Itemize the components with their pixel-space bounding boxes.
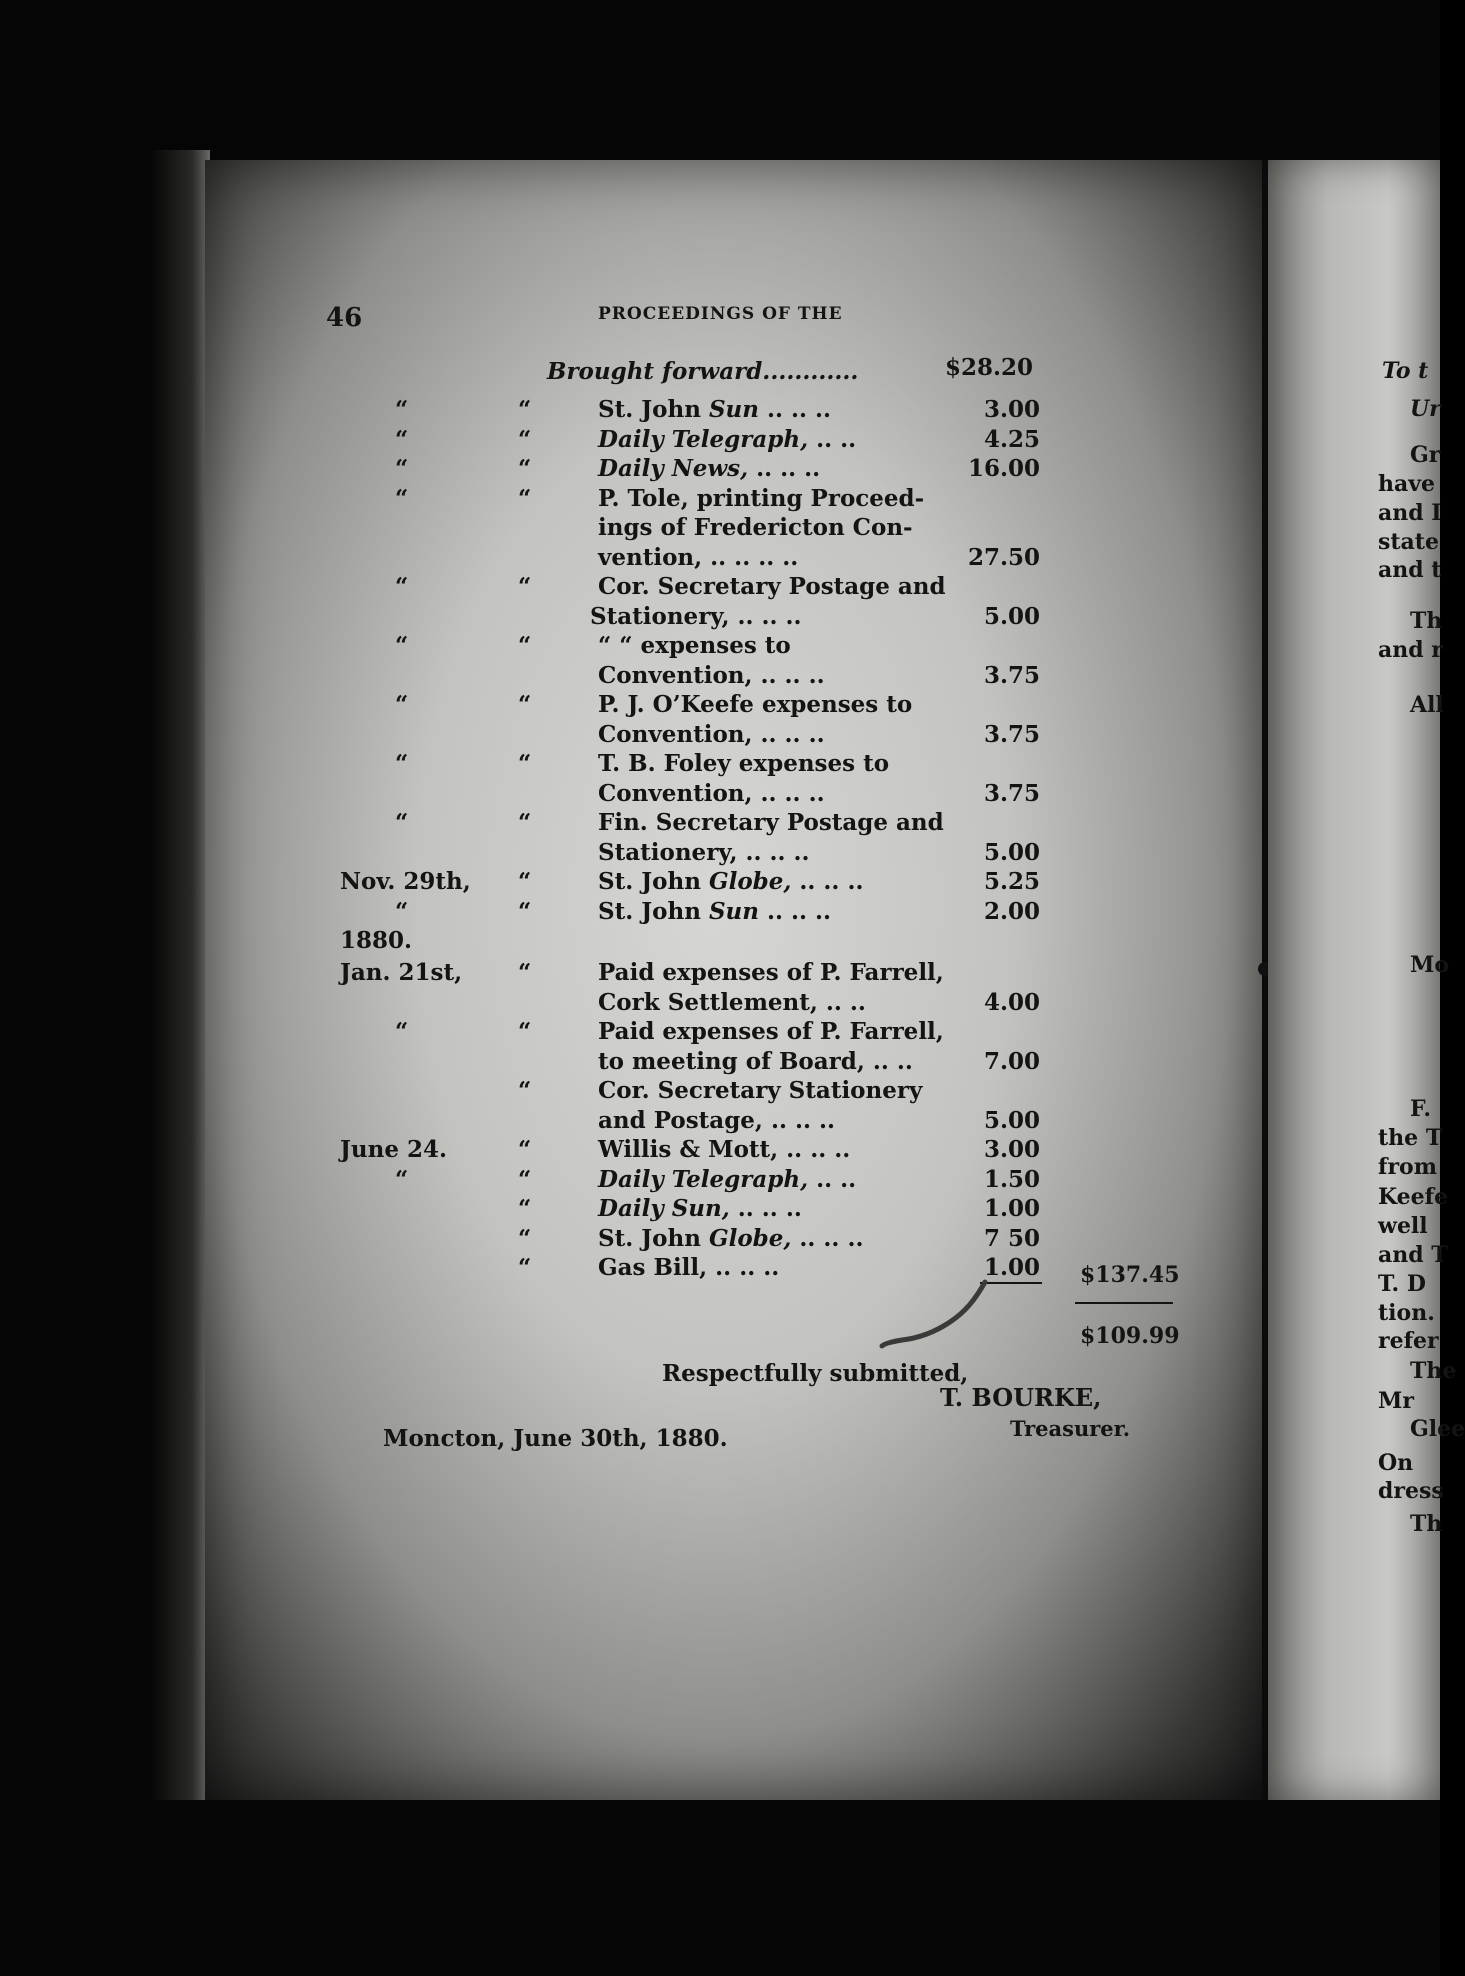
entry-amount: 3.75 (983, 720, 1040, 748)
periodical-title: Sun (708, 897, 759, 925)
entry-text: .. .. .. (748, 455, 821, 482)
entry-text: St. John (598, 1224, 709, 1252)
entry-text: .. .. (808, 1165, 857, 1193)
periodical-title: Daily Telegraph, (598, 1165, 809, 1193)
ditto-mark: “ (518, 1136, 532, 1164)
right-page-fragment: well (1378, 1213, 1428, 1239)
ditto-mark: “ (395, 1018, 409, 1046)
ditto-mark: “ (395, 455, 409, 482)
right-page-fragment: Th (1410, 1511, 1443, 1537)
submitted-line: Respectfully submitted, (662, 1360, 969, 1387)
entry-text: .. .. .. (729, 1195, 802, 1223)
right-page-fragment: Gr (1410, 442, 1441, 468)
entry-text: Gas Bill, .. .. .. (598, 1254, 780, 1282)
entry-text: St. John (598, 396, 709, 423)
ditto-mark: “ (395, 897, 409, 925)
right-page-fragment: refer (1378, 1328, 1439, 1354)
right-page-fragment: The (1410, 1358, 1457, 1384)
entry-date: Nov. 29th, (340, 868, 471, 895)
ditto-mark: “ (395, 425, 409, 453)
entry-amount: 3.75 (983, 779, 1040, 807)
entry-amount: 7.00 (983, 1047, 1040, 1075)
right-page-fragment: and t (1378, 557, 1442, 583)
ditto-mark: “ (518, 484, 532, 512)
ditto-mark: “ (518, 959, 532, 987)
entry-text: .. .. .. (791, 1224, 864, 1252)
entry-amount: 2.00 (983, 897, 1040, 925)
total-amount: $137.45 (1080, 1262, 1180, 1288)
periodical-title: Daily Sun, (598, 1195, 730, 1223)
entry-text: T. B. Foley expenses to (598, 750, 890, 777)
entry-date: June 24. (340, 1136, 447, 1164)
ditto-mark: “ (395, 632, 409, 659)
place-date: Moncton, June 30th, 1880. (383, 1425, 728, 1452)
right-page-fragment: F. (1410, 1096, 1432, 1122)
right-page-fragment: Mo (1410, 952, 1450, 978)
entry-text: .. .. .. (791, 868, 864, 895)
entry-text: Paid expenses of P. Farrell, (598, 1018, 944, 1046)
ditto-mark: “ (518, 1165, 532, 1193)
brought-forward-amount: $28.20 (945, 354, 1034, 381)
ditto-mark: “ (518, 396, 532, 423)
right-page-fragment: tion. (1378, 1300, 1435, 1326)
ditto-mark: “ (518, 1195, 532, 1223)
entry-text: Stationery, .. .. .. (598, 838, 810, 866)
entry-text: Convention, .. .. .. (598, 779, 825, 807)
right-page-fragment: from (1378, 1154, 1438, 1180)
right-page-fragment: Mr (1378, 1388, 1414, 1414)
periodical-title: Daily Telegraph, (598, 425, 809, 453)
periodical-title: Globe, (708, 868, 792, 895)
ditto-mark: “ (518, 809, 532, 836)
right-page-fragment: dress (1378, 1478, 1444, 1504)
entry-text: .. .. .. (759, 396, 832, 423)
right-page-fragment: All (1410, 692, 1444, 718)
entry-text: P. J. O’Keefe expenses to (598, 691, 913, 718)
entry-amount: 5.00 (983, 838, 1040, 866)
entry-text: to meeting of Board, .. .. (598, 1047, 913, 1075)
entry-text: P. Tole, printing Proceed- (598, 484, 925, 512)
periodical-title: Daily News, (598, 455, 749, 482)
balance-amount: $109.99 (1080, 1323, 1180, 1349)
page-number: 46 (326, 303, 363, 333)
entry-amount: 7 50 (983, 1224, 1040, 1252)
entry-text: “ “ expenses to (598, 632, 791, 659)
entry-amount: 4.25 (983, 425, 1040, 453)
entry-text: vention, .. .. .. .. (598, 543, 799, 571)
entry-text: Paid expenses of P. Farrell, (598, 959, 944, 987)
entry-amount: 4.00 (983, 988, 1040, 1016)
entry-amount: 1.00 (983, 1195, 1040, 1223)
entry-text: Convention, .. .. .. (598, 661, 825, 689)
signer-title: Treasurer. (1010, 1416, 1131, 1441)
ditto-mark: “ (395, 484, 409, 512)
entry-text: and Postage, .. .. .. (598, 1106, 835, 1134)
ditto-mark: “ (395, 396, 409, 423)
entry-text: Cor. Secretary Postage and (598, 573, 946, 600)
ditto-mark: “ (518, 1018, 532, 1046)
signer-name: T. BOURKE, (940, 1383, 1102, 1412)
right-page-fragment: Keefe (1378, 1184, 1449, 1210)
ditto-mark: “ (395, 809, 409, 836)
entry-amount: 5.00 (983, 602, 1040, 630)
entry-amount: 1.00 (983, 1254, 1040, 1282)
entry-amount: 3.75 (983, 661, 1040, 689)
entry-text: Cork Settlement, .. .. (598, 988, 866, 1016)
right-page-fragment: On (1378, 1450, 1414, 1476)
right-page-fragment: Glee (1410, 1416, 1465, 1442)
entry-amount: 5.25 (983, 868, 1040, 895)
right-page-fragment: To t (1382, 358, 1429, 384)
entry-text: Stationery, .. .. .. (590, 602, 802, 630)
entry-text: Fin. Secretary Postage and (598, 809, 944, 836)
entry-amount: 3.00 (983, 1136, 1040, 1164)
right-page-fragment: have (1378, 471, 1436, 497)
ditto-mark: “ (395, 1165, 409, 1193)
entry-text: Cor. Secretary Stationery (598, 1077, 923, 1105)
right-page-fragment: state (1378, 529, 1439, 555)
ditto-mark: “ (518, 632, 532, 659)
ditto-mark: “ (518, 1224, 532, 1252)
right-page-fragment: and I (1378, 500, 1442, 526)
ditto-mark: “ (518, 868, 532, 895)
entry-amount: 5.00 (983, 1106, 1040, 1134)
entry-text: Convention, .. .. .. (598, 720, 825, 748)
right-page-fragment: and r (1378, 637, 1443, 663)
ditto-mark: “ (518, 897, 532, 925)
entry-amount: 1.50 (983, 1165, 1040, 1193)
right-page-fragment: Th (1410, 608, 1443, 634)
right-page-fragment: T. D (1378, 1271, 1426, 1297)
ditto-mark: “ (518, 691, 532, 718)
entry-text: St. John (598, 868, 709, 895)
entry-text: .. .. (808, 425, 857, 453)
right-page-fragment: the T (1378, 1125, 1443, 1151)
entry-text: Willis & Mott, .. .. .. (598, 1136, 851, 1164)
ditto-mark: “ (518, 1077, 532, 1105)
entry-amount: 3.00 (983, 396, 1040, 423)
ditto-mark: “ (518, 750, 532, 777)
ditto-mark: “ (395, 691, 409, 718)
entry-amount: 27.50 (967, 543, 1040, 571)
running-head: PROCEEDINGS OF THE (598, 304, 843, 324)
entry-text: St. John (598, 897, 709, 925)
ditto-mark: “ (518, 425, 532, 453)
brought-forward-label: Brought forward............ (547, 358, 859, 385)
entry-date: Jan. 21st, (340, 959, 463, 987)
entry-date: 1880. (340, 927, 413, 954)
ditto-mark: “ (518, 455, 532, 482)
right-page-fragment: and T (1378, 1242, 1448, 1268)
entry-text: ings of Fredericton Con- (598, 514, 913, 541)
ditto-mark: “ (395, 573, 409, 600)
periodical-title: Globe, (708, 1224, 792, 1252)
ditto-mark: “ (518, 573, 532, 600)
entry-amount: 16.00 (967, 455, 1040, 482)
ditto-mark: “ (395, 750, 409, 777)
right-page-fragment: Ur (1410, 396, 1441, 422)
entry-text: .. .. .. (759, 897, 832, 925)
ditto-mark: “ (518, 1254, 532, 1282)
periodical-title: Sun (708, 396, 759, 423)
